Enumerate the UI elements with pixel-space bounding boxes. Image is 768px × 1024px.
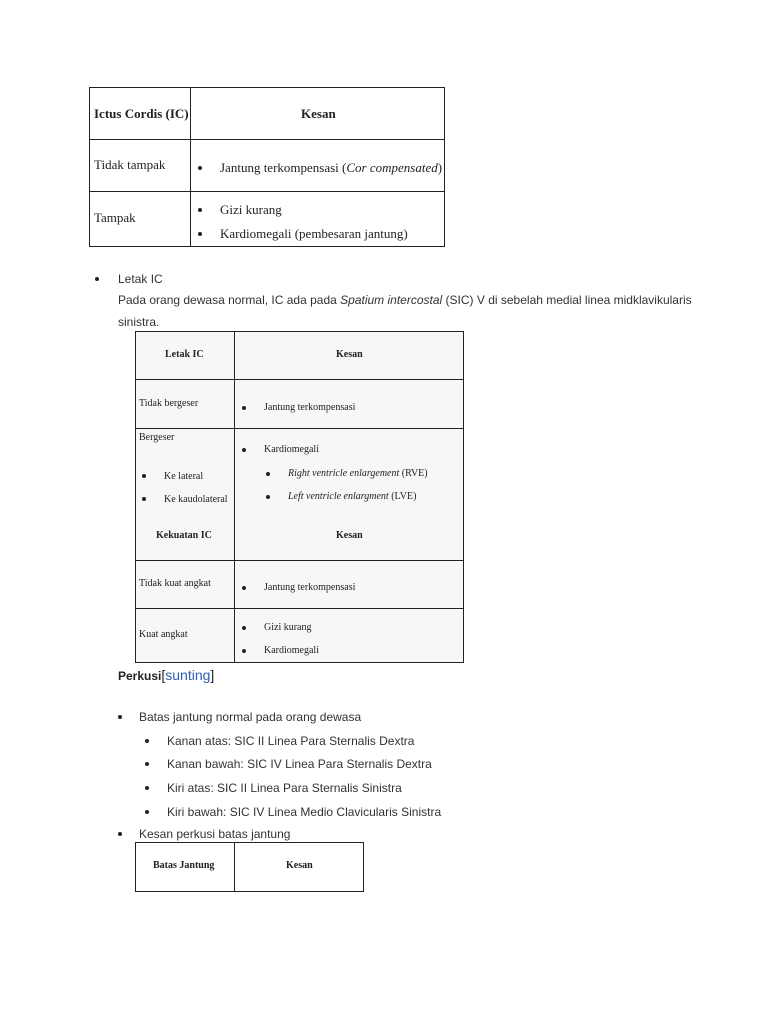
- bullet-icon: [242, 406, 246, 410]
- list-item: Gizi kurang: [264, 622, 312, 633]
- letak-ic-paragraph: Pada orang dewasa normal, IC ada pada Spatium intercostal (SIC) V di sebelah medial linea midklavikularis: [118, 293, 692, 307]
- list-item: Gizi kurang: [220, 202, 282, 217]
- table-divider: [136, 608, 463, 609]
- bullet-icon: [145, 810, 149, 814]
- bullet-icon: [198, 232, 202, 236]
- ictus-cordis-table: [89, 87, 445, 247]
- row-label-tidak-tampak: Tidak tampak: [94, 157, 166, 172]
- row-label-tampak: Tampak: [94, 210, 136, 225]
- table-header-kesan: Kesan: [336, 530, 363, 541]
- list-item: Batas jantung normal pada orang dewasa: [139, 710, 362, 724]
- row-label-bergeser: Bergeser: [139, 432, 175, 443]
- bullet-icon: [118, 832, 122, 836]
- list-item: Kardiomegali (pembesaran jantung): [220, 226, 408, 241]
- table-header-kekuatan-ic: Kekuatan IC: [156, 530, 212, 541]
- perkusi-title: Perkusi: [118, 669, 162, 683]
- bullet-icon: [198, 166, 202, 170]
- bullet-icon: [145, 739, 149, 743]
- table-header-batas-jantung: Batas Jantung: [153, 860, 215, 871]
- bullet-icon: [198, 208, 202, 212]
- table-header-kesan: Kesan: [301, 106, 336, 121]
- bullet-icon: [95, 277, 99, 281]
- letak-ic-table: [135, 331, 464, 663]
- bullet-icon: [266, 472, 270, 476]
- bullet-icon: [118, 715, 122, 719]
- table-header-kesan: Kesan: [336, 349, 363, 360]
- list-item: Left ventricle enlargment (LVE): [288, 491, 417, 502]
- bullet-icon: [142, 474, 146, 478]
- list-item: Kiri bawah: SIC IV Linea Medio Clavicularis Sinistra: [167, 805, 442, 819]
- bullet-icon: [242, 649, 246, 653]
- list-item: Kanan atas: SIC II Linea Para Sternalis Dextra: [167, 734, 415, 748]
- bracket-open: [: [161, 667, 166, 683]
- list-item: Ke lateral: [164, 471, 204, 482]
- edit-link[interactable]: sunting: [165, 667, 211, 683]
- letak-ic-paragraph-cont: sinistra.: [118, 315, 160, 329]
- list-item: Ke kaudolateral: [164, 494, 228, 505]
- list-item: Kardiomegali: [264, 645, 319, 656]
- row-label-tidak-bergeser: Tidak bergeser: [139, 398, 199, 409]
- table-divider: [234, 332, 235, 662]
- table-divider: [136, 428, 463, 429]
- table-header-ictus-cordis: Ictus Cordis (IC): [94, 106, 189, 121]
- perkusi-heading: [118, 667, 214, 685]
- bullet-icon: [142, 497, 146, 501]
- list-item: Jantung terkompensasi (Cor compensated): [220, 160, 443, 175]
- list-item: Kiri atas: SIC II Linea Para Sternalis Sinistra: [167, 781, 402, 795]
- bracket-close: ]: [210, 667, 215, 683]
- row-label-kuat-angkat: Kuat angkat: [139, 629, 188, 640]
- table-header-kesan: Kesan: [286, 860, 313, 871]
- bullet-icon: [145, 762, 149, 766]
- table-header-letak-ic: Letak IC: [165, 349, 204, 360]
- list-item: Kardiomegali: [264, 444, 319, 455]
- row-label-tidak-kuat-angkat: Tidak kuat angkat: [139, 578, 211, 589]
- table-divider: [136, 560, 463, 561]
- list-item: Jantung terkompensasi: [264, 402, 356, 413]
- list-item: Jantung terkompensasi: [264, 582, 356, 593]
- bullet-icon: [266, 495, 270, 499]
- table-divider: [136, 379, 463, 380]
- bullet-icon: [242, 448, 246, 452]
- bullet-icon: [242, 626, 246, 630]
- table-divider: [234, 843, 235, 891]
- list-item: Right ventricle enlargement (RVE): [288, 468, 428, 479]
- table-divider: [90, 139, 444, 140]
- bullet-icon: [145, 786, 149, 790]
- list-item: Kesan perkusi batas jantung: [139, 827, 291, 841]
- letak-ic-title: Letak IC: [118, 272, 163, 286]
- table-divider: [90, 191, 444, 192]
- list-item: Kanan bawah: SIC IV Linea Para Sternalis Dextra: [167, 757, 432, 771]
- bullet-icon: [242, 586, 246, 590]
- table-divider: [190, 88, 191, 246]
- batas-jantung-table: [135, 842, 364, 892]
